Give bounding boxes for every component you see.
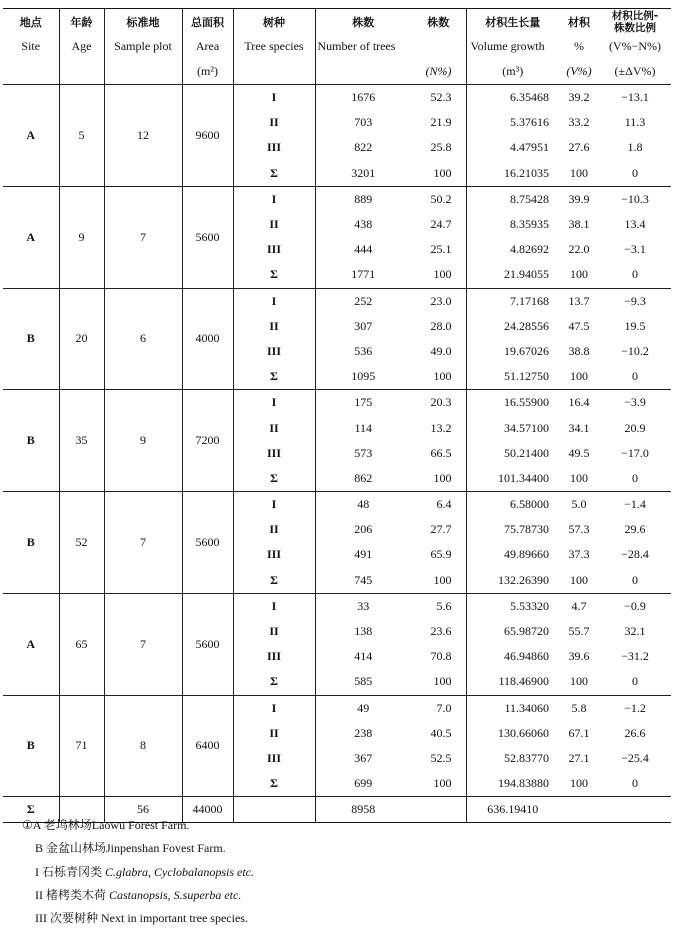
cell-trees: 138 bbox=[315, 619, 411, 644]
cell-volume-pct: 27.1 bbox=[568, 750, 590, 765]
total-plot: 56 bbox=[104, 797, 182, 823]
cell-species: I bbox=[233, 695, 315, 721]
cell-trees: 1095 bbox=[315, 364, 411, 390]
cell-diff: 0 bbox=[632, 470, 638, 485]
cell-trees: 745 bbox=[315, 568, 411, 594]
cell-volume: 5.53320 bbox=[466, 593, 559, 619]
footnote bbox=[22, 814, 662, 837]
cell-trees: 414 bbox=[315, 644, 411, 669]
cell-volume-pct: 37.3 bbox=[568, 547, 590, 562]
cell-volume-pct: 5.8 bbox=[559, 695, 599, 721]
cell-volume-pct: 39.9 bbox=[559, 186, 599, 212]
cell-diff: −3.9 bbox=[599, 390, 671, 416]
total-label: Σ bbox=[3, 797, 59, 823]
cell-volume: 6.35468 bbox=[466, 85, 559, 111]
cell-age: 52 bbox=[59, 492, 104, 594]
cell-diff: 0 bbox=[632, 165, 638, 180]
header-vpct-sym: % bbox=[574, 39, 584, 53]
cell-tree-pct: 49.0 bbox=[430, 343, 452, 358]
cell-species: III bbox=[233, 644, 315, 669]
cell-volume: 46.94860 bbox=[466, 644, 559, 669]
table-row bbox=[3, 695, 671, 721]
cell-volume: 118.46900 bbox=[466, 669, 559, 695]
cell-tree-pct: 25.1 bbox=[430, 242, 452, 257]
cell-volume: 8.75428 bbox=[466, 186, 559, 212]
cell-site: B bbox=[3, 695, 59, 797]
cell-diff: −31.2 bbox=[621, 649, 649, 664]
cell-tree-pct: 52.5 bbox=[430, 750, 452, 765]
table-row bbox=[3, 492, 671, 518]
cell-tree-pct: 21.9 bbox=[430, 115, 452, 130]
cell-diff: 0 bbox=[632, 369, 638, 384]
header-vol-unit: (m³) bbox=[466, 59, 559, 85]
cell-tree-pct: 5.6 bbox=[411, 593, 466, 619]
cell-site: A bbox=[3, 593, 59, 695]
cell-species: II bbox=[233, 314, 315, 339]
cell-trees: 238 bbox=[315, 721, 411, 746]
cell-tree-pct: 7.0 bbox=[411, 695, 466, 721]
cell-tree-pct: 100 bbox=[433, 369, 452, 384]
cell-volume: 75.78730 bbox=[466, 517, 559, 542]
cell-volume: 8.35935 bbox=[466, 212, 559, 237]
cell-trees: 536 bbox=[315, 339, 411, 364]
cell-volume-pct: 100 bbox=[570, 267, 588, 282]
cell-volume-pct: 38.1 bbox=[568, 217, 590, 232]
cell-volume-pct: 100 bbox=[570, 470, 588, 485]
cell-tree-pct: 100 bbox=[433, 267, 452, 282]
cell-volume: 130.66060 bbox=[466, 721, 559, 746]
cell-volume-pct: 38.8 bbox=[568, 343, 590, 358]
cell-tree-pct: 70.8 bbox=[430, 649, 452, 664]
cell-species: I bbox=[233, 492, 315, 518]
cell-species: III bbox=[233, 339, 315, 364]
cell-area: 5600 bbox=[182, 186, 233, 288]
cell-diff: 29.6 bbox=[624, 522, 646, 537]
cell-volume-pct: 100 bbox=[570, 165, 588, 180]
cell-trees: 699 bbox=[315, 771, 411, 797]
cell-plot: 6 bbox=[104, 288, 182, 390]
cell-tree-pct: 13.2 bbox=[430, 420, 452, 435]
table-row bbox=[3, 593, 671, 619]
footnote-en: Next in important tree species. bbox=[101, 911, 248, 926]
cell-volume-pct: 55.7 bbox=[568, 624, 590, 639]
header-species-en: Tree species bbox=[233, 34, 315, 59]
cell-trees: 862 bbox=[315, 466, 411, 492]
cell-age: 20 bbox=[59, 288, 104, 390]
footnote bbox=[22, 861, 662, 884]
cell-diff: 32.1 bbox=[624, 624, 646, 639]
cell-volume-pct: 4.7 bbox=[559, 593, 599, 619]
cell-volume-pct: 39.2 bbox=[559, 85, 599, 111]
cell-trees: 889 bbox=[315, 186, 411, 212]
cell-diff: −1.4 bbox=[599, 492, 671, 518]
cell-volume: 4.82692 bbox=[466, 237, 559, 262]
cell-diff: 13.4 bbox=[624, 217, 646, 232]
cell-area: 6400 bbox=[182, 695, 233, 797]
cell-volume-pct: 100 bbox=[570, 572, 588, 587]
cell-area: 9600 bbox=[182, 85, 233, 187]
header-pct-cn: 株数 bbox=[411, 9, 466, 35]
cell-volume-pct: 16.4 bbox=[559, 390, 599, 416]
cell-volume: 50.21400 bbox=[466, 441, 559, 466]
cell-species: Σ bbox=[233, 364, 315, 390]
cell-age: 5 bbox=[59, 85, 104, 187]
cell-trees: 444 bbox=[315, 237, 411, 262]
header-site-en: Site bbox=[21, 39, 41, 53]
cell-volume: 52.83770 bbox=[466, 746, 559, 771]
cell-tree-pct: 23.0 bbox=[411, 288, 466, 314]
cell-volume-pct: 22.0 bbox=[568, 242, 590, 257]
cell-volume-pct: 34.1 bbox=[568, 420, 590, 435]
cell-species: II bbox=[233, 415, 315, 440]
cell-age: 65 bbox=[59, 593, 104, 695]
cell-trees: 438 bbox=[315, 212, 411, 237]
table-row bbox=[3, 288, 671, 314]
cell-species: I bbox=[233, 390, 315, 416]
header-plot-cn: 标准地 bbox=[104, 9, 182, 35]
cell-volume-pct: 67.1 bbox=[568, 725, 590, 740]
cell-diff: −25.4 bbox=[621, 750, 649, 765]
cell-species: Σ bbox=[233, 568, 315, 594]
cell-trees: 585 bbox=[315, 669, 411, 695]
cell-tree-pct: 100 bbox=[433, 470, 452, 485]
cell-site: A bbox=[3, 85, 59, 187]
cell-diff: −10.3 bbox=[599, 186, 671, 212]
cell-area: 4000 bbox=[182, 288, 233, 390]
cell-volume: 6.58000 bbox=[466, 492, 559, 518]
table-row bbox=[3, 85, 671, 111]
cell-diff: −13.1 bbox=[599, 85, 671, 111]
footnote-en: Castanopsis, S.superba etc. bbox=[109, 887, 242, 902]
cell-species: I bbox=[233, 593, 315, 619]
cell-species: Σ bbox=[233, 466, 315, 492]
cell-volume-pct: 33.2 bbox=[568, 115, 590, 130]
cell-diff: 20.9 bbox=[624, 420, 646, 435]
cell-species: Σ bbox=[233, 262, 315, 288]
cell-species: Σ bbox=[233, 771, 315, 797]
cell-diff: 19.5 bbox=[624, 318, 646, 333]
footnote-cn: I 石栎青冈类 bbox=[35, 864, 102, 879]
cell-diff: −3.1 bbox=[624, 242, 646, 257]
cell-volume: 19.67026 bbox=[466, 339, 559, 364]
footnote bbox=[22, 907, 662, 930]
total-area: 44000 bbox=[182, 797, 233, 823]
cell-plot: 7 bbox=[104, 186, 182, 288]
cell-species: III bbox=[233, 441, 315, 466]
header-age-cn: 年龄 bbox=[59, 9, 104, 35]
cell-diff: 26.6 bbox=[624, 725, 646, 740]
cell-volume-pct: 5.0 bbox=[559, 492, 599, 518]
cell-trees: 3201 bbox=[315, 161, 411, 187]
cell-species: III bbox=[233, 135, 315, 160]
header-diff-cn bbox=[599, 9, 671, 35]
cell-species: II bbox=[233, 110, 315, 135]
cell-plot: 9 bbox=[104, 390, 182, 492]
cell-tree-pct: 100 bbox=[433, 674, 452, 689]
cell-volume: 21.94055 bbox=[466, 262, 559, 288]
cell-trees: 491 bbox=[315, 542, 411, 567]
cell-trees: 206 bbox=[315, 517, 411, 542]
cell-tree-pct: 100 bbox=[433, 776, 452, 791]
table-row bbox=[3, 186, 671, 212]
header-area-unit: (m²) bbox=[182, 59, 233, 85]
cell-tree-pct: 23.6 bbox=[430, 624, 452, 639]
cell-volume: 132.26390 bbox=[466, 568, 559, 594]
cell-trees: 1676 bbox=[315, 85, 411, 111]
header-num-en: Number of trees bbox=[315, 34, 411, 59]
cell-trees: 703 bbox=[315, 110, 411, 135]
cell-volume-pct: 27.6 bbox=[568, 140, 590, 155]
cell-diff: 0 bbox=[632, 776, 638, 791]
cell-volume: 49.89660 bbox=[466, 542, 559, 567]
cell-volume: 24.28556 bbox=[466, 314, 559, 339]
cell-area: 5600 bbox=[182, 492, 233, 594]
cell-volume-pct: 100 bbox=[570, 369, 588, 384]
cell-tree-pct: 40.5 bbox=[430, 725, 452, 740]
cell-trees: 48 bbox=[315, 492, 411, 518]
header-vol-cn: 材积生长量 bbox=[466, 9, 559, 35]
footnote-en: Jinpenshan Fovest Farm. bbox=[106, 841, 226, 856]
cell-site: A bbox=[3, 186, 59, 288]
header-age-en: Age bbox=[59, 34, 104, 59]
footnotes bbox=[22, 814, 662, 930]
cell-site: B bbox=[3, 492, 59, 594]
cell-trees: 573 bbox=[315, 441, 411, 466]
cell-trees: 307 bbox=[315, 314, 411, 339]
table-row bbox=[3, 390, 671, 416]
cell-species: III bbox=[233, 542, 315, 567]
cell-volume: 101.34400 bbox=[466, 466, 559, 492]
header-area-en: Area bbox=[182, 34, 233, 59]
cell-volume: 16.55900 bbox=[466, 390, 559, 416]
cell-volume-pct: 39.6 bbox=[568, 649, 590, 664]
header-pct-en: (N%) bbox=[411, 59, 466, 85]
cell-species: Σ bbox=[233, 161, 315, 187]
cell-volume-pct: 100 bbox=[570, 776, 588, 791]
cell-trees: 114 bbox=[315, 415, 411, 440]
cell-trees: 33 bbox=[315, 593, 411, 619]
header-num-cn: 株数 bbox=[315, 9, 411, 35]
cell-volume: 5.37616 bbox=[466, 110, 559, 135]
header-species-cn: 树种 bbox=[233, 9, 315, 35]
cell-tree-pct: 25.8 bbox=[430, 140, 452, 155]
cell-tree-pct: 100 bbox=[433, 165, 452, 180]
cell-trees: 1771 bbox=[315, 262, 411, 288]
cell-trees: 822 bbox=[315, 135, 411, 160]
cell-diff: −10.2 bbox=[621, 343, 649, 358]
footnote-cn: II 楮栲类木荷 bbox=[35, 887, 106, 902]
cell-volume: 51.12750 bbox=[466, 364, 559, 390]
cell-age: 35 bbox=[59, 390, 104, 492]
cell-tree-pct: 66.5 bbox=[430, 445, 452, 460]
cell-diff: 0 bbox=[632, 267, 638, 282]
header-site-cn: 地点 bbox=[3, 9, 59, 35]
cell-trees: 252 bbox=[315, 288, 411, 314]
cell-diff: −0.9 bbox=[599, 593, 671, 619]
header-area-cn: 总面积 bbox=[182, 9, 233, 35]
footnote-cn: ①A 老坞林场 bbox=[22, 818, 92, 832]
cell-trees: 175 bbox=[315, 390, 411, 416]
cell-age: 71 bbox=[59, 695, 104, 797]
cell-diff: −9.3 bbox=[599, 288, 671, 314]
footnote bbox=[22, 837, 662, 860]
footnote-en: C.glabra, Cyclobalanopsis etc. bbox=[105, 864, 254, 879]
cell-volume-pct: 49.5 bbox=[568, 445, 590, 460]
cell-age: 9 bbox=[59, 186, 104, 288]
cell-volume: 34.57100 bbox=[466, 415, 559, 440]
cell-area: 7200 bbox=[182, 390, 233, 492]
cell-diff: −28.4 bbox=[621, 547, 649, 562]
cell-volume: 11.34060 bbox=[466, 695, 559, 721]
cell-diff: 1.8 bbox=[627, 140, 643, 155]
cell-tree-pct: 24.7 bbox=[430, 217, 452, 232]
cell-tree-pct: 52.3 bbox=[411, 85, 466, 111]
cell-tree-pct: 6.4 bbox=[411, 492, 466, 518]
header-vol-en: Volume growth bbox=[466, 34, 559, 59]
cell-species: Σ bbox=[233, 669, 315, 695]
cell-volume: 194.83880 bbox=[466, 771, 559, 797]
cell-tree-pct: 27.7 bbox=[430, 522, 452, 537]
header-diff-cn-line1: 材积比例- bbox=[611, 9, 659, 22]
cell-species: III bbox=[233, 237, 315, 262]
cell-diff: −17.0 bbox=[621, 445, 649, 460]
header-diff-en1: (V%−N%) bbox=[608, 39, 662, 53]
cell-tree-pct: 20.3 bbox=[411, 390, 466, 416]
cell-volume: 16.21035 bbox=[466, 161, 559, 187]
cell-species: II bbox=[233, 619, 315, 644]
cell-plot: 12 bbox=[104, 85, 182, 187]
header-diff-cn-line2: 株数比例 bbox=[614, 21, 656, 34]
cell-volume-pct: 47.5 bbox=[568, 318, 590, 333]
table-header bbox=[3, 9, 671, 85]
cell-trees: 49 bbox=[315, 695, 411, 721]
cell-plot: 8 bbox=[104, 695, 182, 797]
cell-species: II bbox=[233, 212, 315, 237]
cell-diff: 0 bbox=[632, 674, 638, 689]
cell-tree-pct: 50.2 bbox=[411, 186, 466, 212]
cell-species: II bbox=[233, 721, 315, 746]
cell-volume-pct: 100 bbox=[570, 674, 588, 689]
cell-tree-pct: 65.9 bbox=[430, 547, 452, 562]
total-trees: 8958 bbox=[315, 797, 411, 823]
header-diff-en2: (±ΔV%) bbox=[599, 59, 671, 85]
cell-plot: 7 bbox=[104, 492, 182, 594]
cell-species: I bbox=[233, 288, 315, 314]
total-volume: 636.19410 bbox=[466, 797, 559, 823]
footnote-cn: B 金盆山林场 bbox=[35, 841, 107, 856]
footnote-cn: III 次要树种 bbox=[35, 911, 98, 926]
cell-site: B bbox=[3, 390, 59, 492]
cell-plot: 7 bbox=[104, 593, 182, 695]
header-plot-en: Sample plot bbox=[104, 34, 182, 59]
cell-area: 5600 bbox=[182, 593, 233, 695]
cell-species: I bbox=[233, 186, 315, 212]
cell-tree-pct: 28.0 bbox=[430, 318, 452, 333]
cell-diff: 11.3 bbox=[624, 115, 646, 130]
cell-volume: 4.47951 bbox=[466, 135, 559, 160]
footnote-en: Laowu Forest Farm. bbox=[91, 818, 190, 832]
tree-growth-table bbox=[3, 8, 671, 823]
footnote bbox=[22, 884, 662, 907]
table-body bbox=[3, 85, 671, 797]
cell-species: I bbox=[233, 85, 315, 111]
header-vpct-cn: 材积 bbox=[559, 9, 599, 35]
header-vpct-en: (V%) bbox=[559, 59, 599, 85]
cell-diff: 0 bbox=[632, 572, 638, 587]
cell-volume-pct: 57.3 bbox=[568, 522, 590, 537]
cell-volume-pct: 13.7 bbox=[559, 288, 599, 314]
cell-volume: 65.98720 bbox=[466, 619, 559, 644]
cell-tree-pct: 100 bbox=[433, 572, 452, 587]
cell-diff: −1.2 bbox=[599, 695, 671, 721]
cell-species: III bbox=[233, 746, 315, 771]
cell-site: B bbox=[3, 288, 59, 390]
cell-volume: 7.17168 bbox=[466, 288, 559, 314]
cell-species: II bbox=[233, 517, 315, 542]
cell-trees: 367 bbox=[315, 746, 411, 771]
